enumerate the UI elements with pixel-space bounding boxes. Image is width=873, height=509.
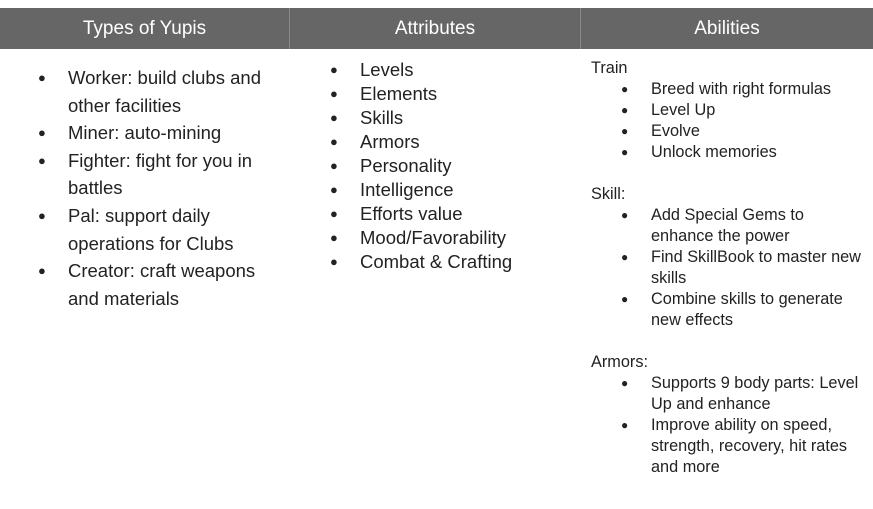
list-item: ● Supports 9 body parts: Level Up and enhance (621, 373, 866, 415)
list-item: ● Find SkillBook to master new skills (621, 247, 866, 289)
abilities-column (591, 58, 866, 478)
list-item: ● Improve ability on speed, strength, recovery, hit rates and more (621, 415, 866, 478)
list-item: ● Intelligence (330, 178, 570, 202)
list-item: ● Creator: craft weapons and materials (38, 257, 283, 312)
list-item: ● Miner: auto-mining (38, 119, 283, 147)
armors-list (621, 373, 866, 478)
list-item: ● Evolve (621, 121, 866, 142)
list-item: ● Levels (330, 58, 570, 82)
list-item: ● Efforts value (330, 202, 570, 226)
attributes-list (330, 58, 570, 274)
list-item: ● Combat & Crafting (330, 250, 570, 274)
types-list (38, 64, 283, 312)
list-item: ● Mood/Favorability (330, 226, 570, 250)
spacer (591, 331, 866, 352)
section-title-armors: Armors: (591, 353, 648, 371)
section-title-train: Train (591, 59, 628, 77)
list-item: ● Armors (330, 130, 570, 154)
list-item: ● Fighter: fight for you in battles (38, 147, 283, 202)
list-item: ● Elements (330, 82, 570, 106)
header-attributes: Attributes (290, 8, 581, 49)
list-item: ● Unlock memories (621, 142, 866, 163)
list-item: ● Level Up (621, 100, 866, 121)
header-abilities: Abilities (694, 17, 760, 39)
list-item: ● Personality (330, 154, 570, 178)
section-title-skill: Skill: (591, 185, 626, 203)
train-list (621, 79, 866, 163)
list-item: ● Pal: support daily operations for Clubs (38, 202, 283, 257)
list-item: ● Breed with right formulas (621, 79, 866, 100)
list-item: ● Worker: build clubs and other facilities (38, 64, 283, 119)
table-header-row (0, 8, 873, 49)
spacer (591, 163, 866, 184)
list-item: ● Combine skills to generate new effects (621, 289, 866, 331)
list-item: ● Skills (330, 106, 570, 130)
header-types-of-yupis: Types of Yupis (0, 8, 290, 49)
skill-list (621, 205, 866, 331)
list-item: ● Add Special Gems to enhance the power (621, 205, 866, 247)
